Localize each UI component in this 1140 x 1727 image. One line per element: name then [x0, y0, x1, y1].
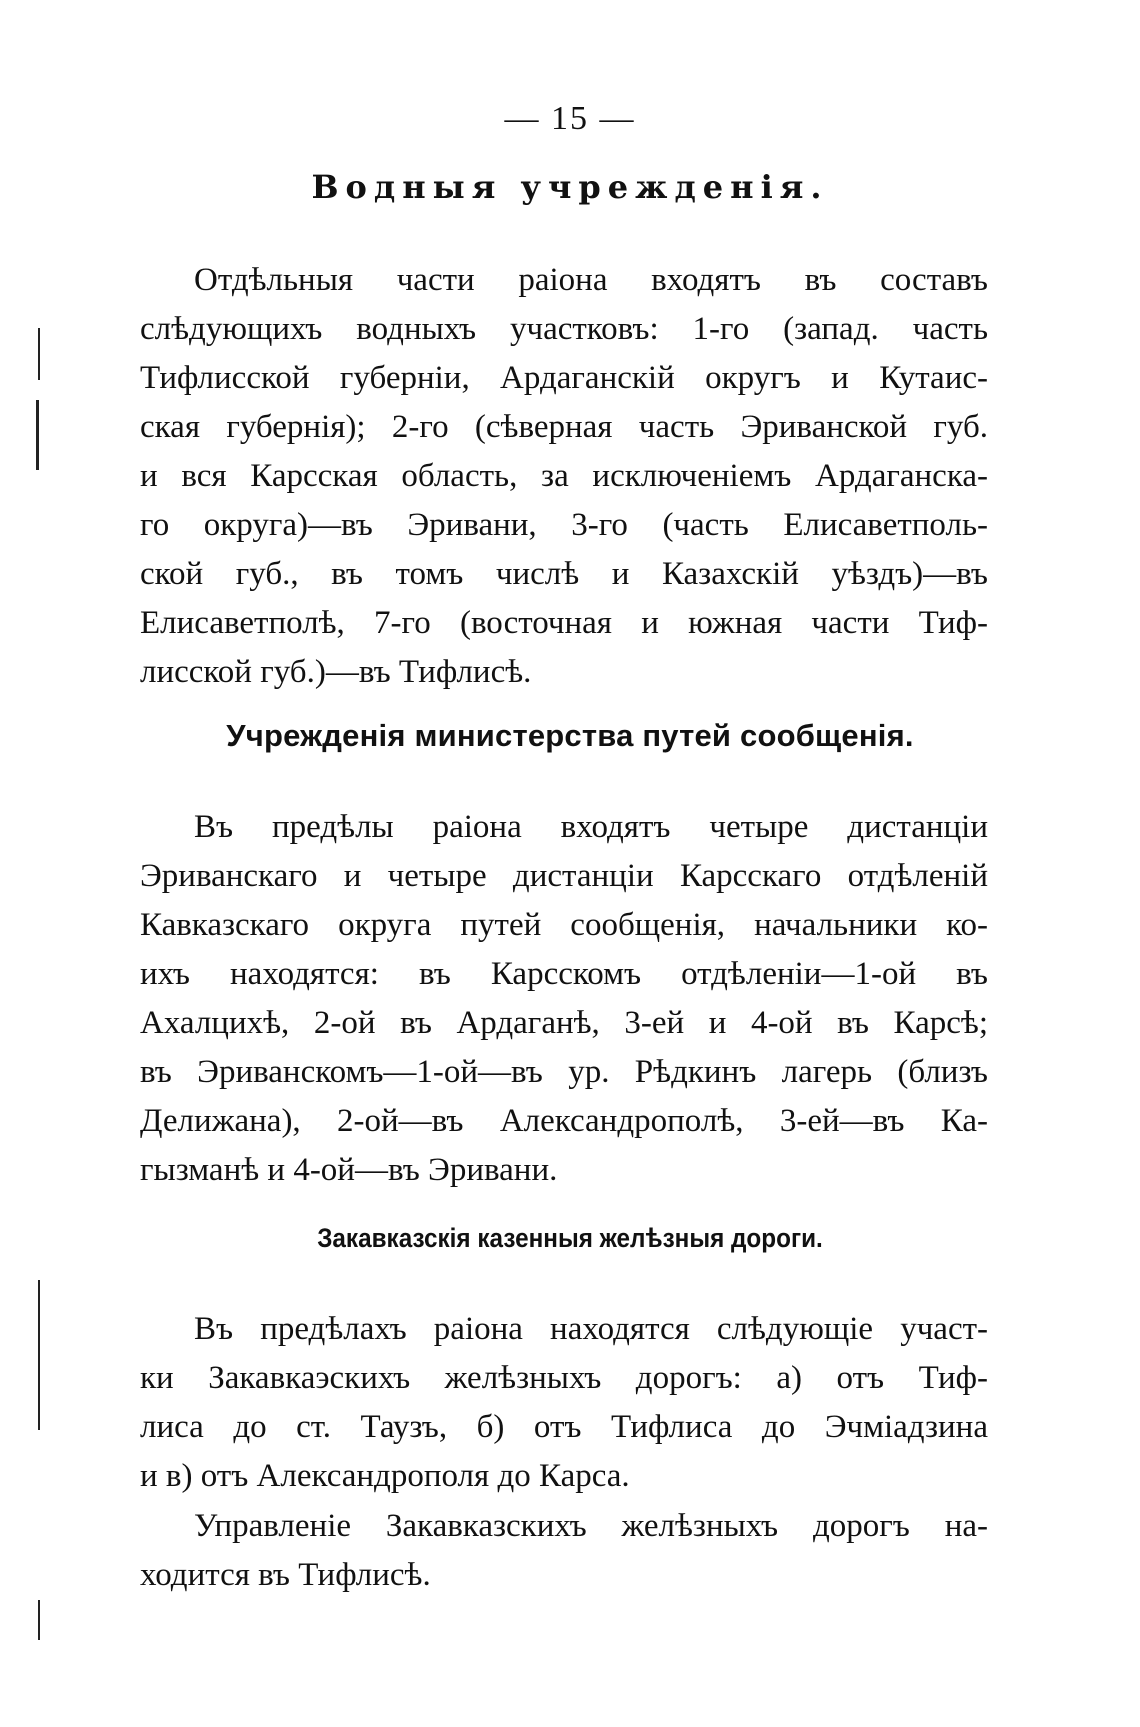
margin-scan-mark	[38, 1600, 40, 1640]
text-line: и вся Карсская область, за исключеніемъ Ардаганска-	[140, 458, 988, 494]
text-line: лисской губ.)—въ Тифлисѣ.	[140, 654, 532, 690]
text-line: слѣдующихъ водныхъ участковъ: 1-го (запад. часть	[140, 311, 988, 347]
text-line: и в) отъ Александрополя до Карса.	[140, 1458, 630, 1494]
margin-scan-mark	[38, 1280, 40, 1430]
paragraph-railway-administration	[140, 1502, 988, 1600]
text-line: Кавказскаго округа путей сообщенія, начальники ко-	[140, 907, 988, 943]
text-line: лиса до ст. Таузъ, б) отъ Тифлиса до Эчміадзина	[140, 1409, 988, 1445]
text-line: въ Эриванскомъ—1-ой—въ ур. Рѣдкинъ лагерь (близъ	[140, 1054, 988, 1090]
section-heading-water-institutions: Водныя учрежденія.	[311, 168, 829, 206]
section-heading-railways: Закавказскія казенныя желѣзныя дороги.	[317, 1223, 823, 1253]
text-line: ходится въ Тифлисѣ.	[140, 1557, 431, 1593]
text-line: Въ предѣлахъ раіона находятся слѣдующіе участ-	[194, 1311, 988, 1347]
text-line: ихъ находятся: въ Карсскомъ отдѣленіи—1-ой въ	[140, 956, 988, 992]
text-line: ская губернія); 2-го (сѣверная часть Эриванской губ.	[140, 409, 988, 445]
text-line: ской губ., въ томъ числѣ и Казахскій уѣздъ)—въ	[140, 556, 988, 592]
text-line: Въ предѣлы раіона входятъ четыре дистанціи	[194, 809, 988, 845]
text-line: Делижана), 2-ой—въ Александрополѣ, 3-ей—въ Ка-	[140, 1103, 988, 1139]
text-line: Елисаветполѣ, 7-го (восточная и южная части Тиф-	[140, 605, 988, 641]
margin-scan-mark	[36, 400, 39, 470]
text-line: гызманѣ и 4-ой—въ Эривани.	[140, 1152, 558, 1188]
text-line: ки Закавкаэскихъ желѣзныхъ дорогъ: а) отъ Тиф-	[140, 1360, 988, 1396]
text-line: Отдѣльныя части раіона входятъ въ составъ	[194, 262, 988, 298]
margin-scan-mark	[38, 328, 40, 380]
text-line: го округа)—въ Эривани, 3-го (часть Елисаветполь-	[140, 507, 988, 543]
page-number: — 15 —	[504, 100, 636, 137]
text-line: Эриванскаго и четыре дистанціи Карсскаго отдѣленій	[140, 858, 988, 894]
section-heading-ways-of-communication: Учрежденія министерства путей сообщенія.	[226, 718, 914, 753]
paragraph-railways	[140, 1305, 988, 1501]
text-line: Ахалцихѣ, 2-ой въ Ардаганѣ, 3-ей и 4-ой въ Карсѣ;	[140, 1005, 988, 1041]
text-line: Тифлисской губерніи, Ардаганскій округъ и Кутаис-	[140, 360, 988, 396]
paragraph-water-institutions	[140, 256, 988, 697]
text-line: Управленіе Закавказскихъ желѣзныхъ дорогъ на-	[194, 1508, 988, 1544]
paragraph-ways-of-communication	[140, 803, 988, 1195]
